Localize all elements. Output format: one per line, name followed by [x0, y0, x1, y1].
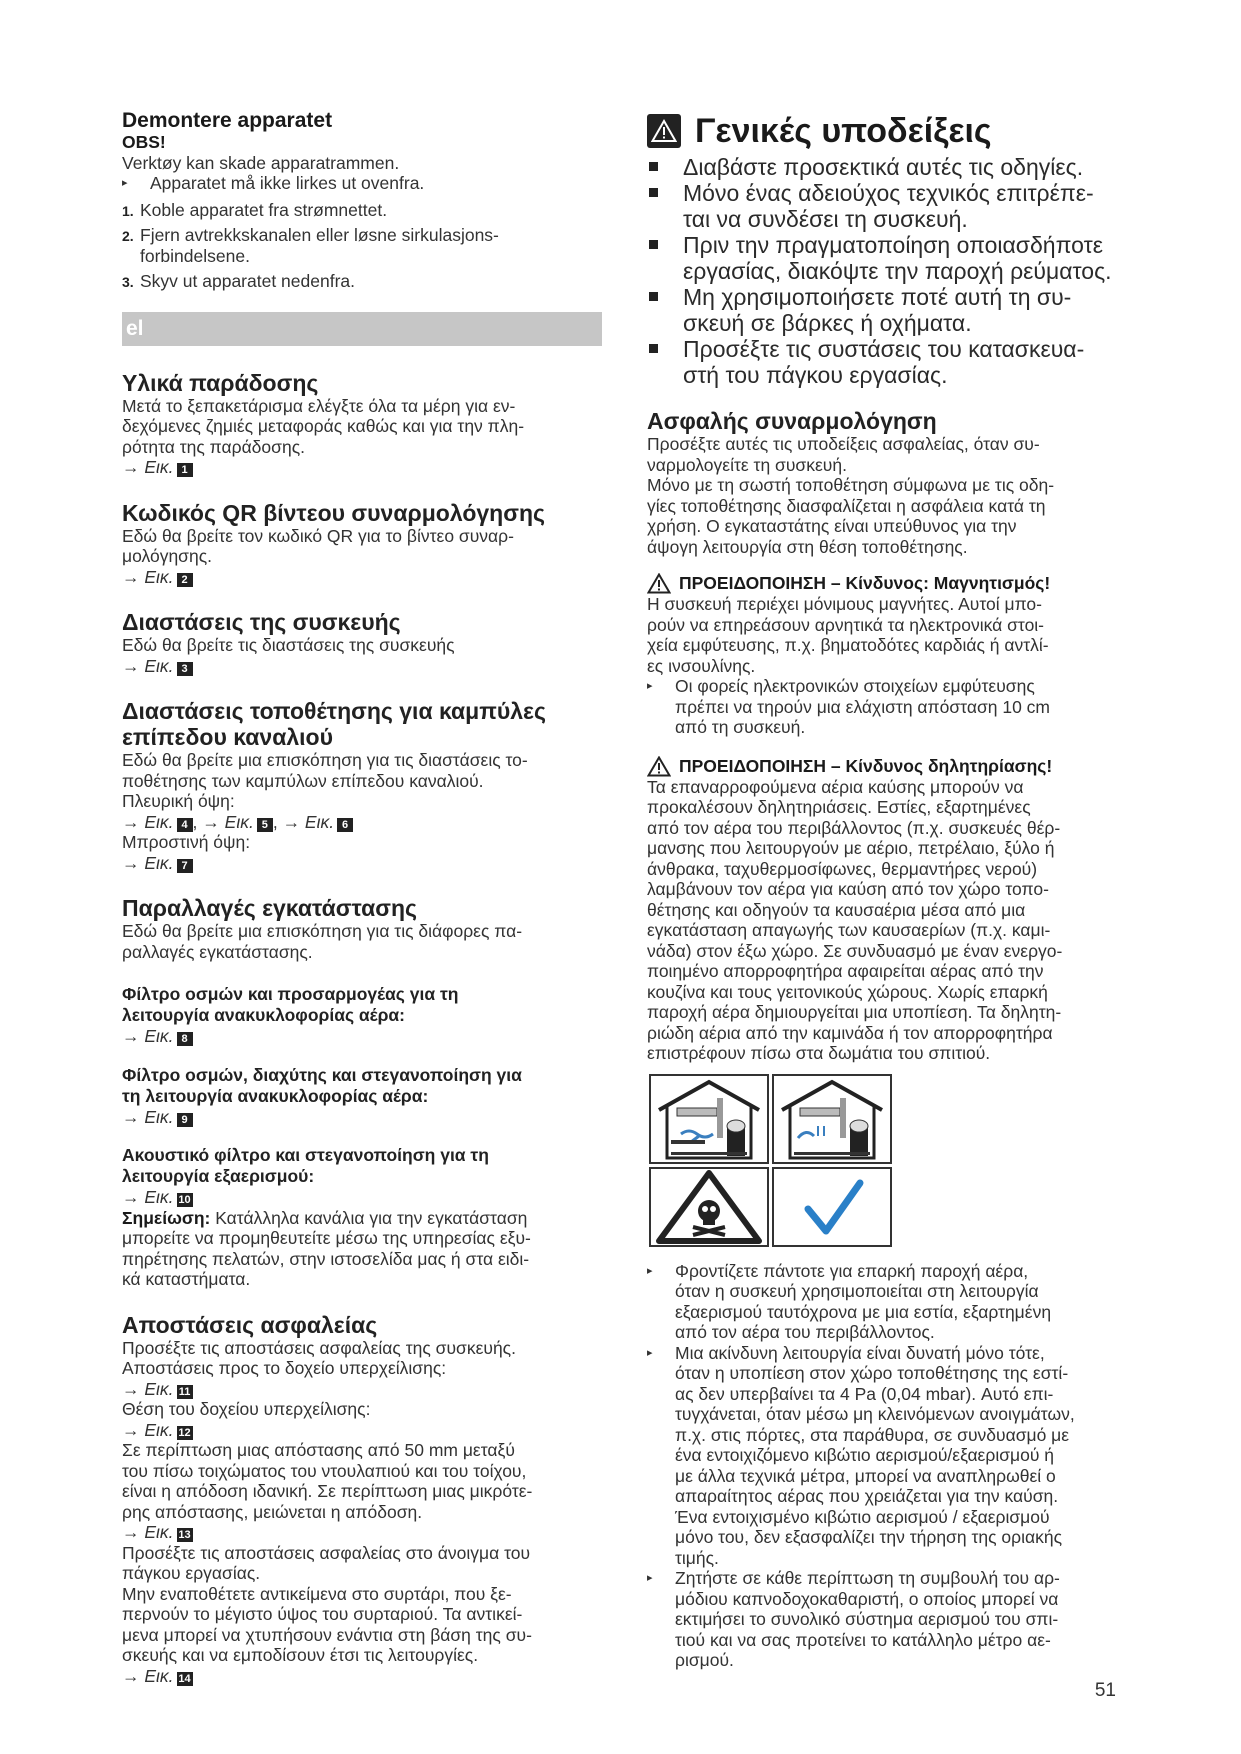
- checkmark-icon: [772, 1167, 892, 1247]
- poison-hazard-icon: [649, 1167, 769, 1247]
- section-title: Κωδικός QR βίντεου συναρμολόγησης: [122, 499, 545, 526]
- bullet-arrow-icon: ▸: [647, 1346, 653, 1359]
- figure-ref: → Εικ. 11: [122, 1379, 602, 1400]
- figure-ref: → Εικ. 12: [122, 1419, 191, 1440]
- section-text: Προσέξτε τις αποστάσεις ασφαλείας στο άνοιγμα του πάγκου εργασίας. Μην εναποθέτετε αντικείμενα στο συρτάρι, που ξε- περνούν το μέγιστο ύψος του συρταριού. Τα αντικεί- μενα μπορεί να χτυπήσουν ενάντια στη βάση της συ- σκευής και να εμποδίσουν έτσι τις λειτουργίες.: [122, 1542, 532, 1665]
- warning-text: Η συσκευή περιέχει μόνιμους μαγνήτες. Αυτοί μπο- ρούν να επηρεάσουν αρνητικά τα ηλεκτρονικά στοι- χεία εμφύτευσης, π.χ. βηματοδότες καρδιάς ή αντλί- ες ινσουλίνης.: [647, 594, 1049, 676]
- section-title: Αποστάσεις ασφαλείας: [122, 1311, 378, 1338]
- bullet-arrow-icon: ▸: [647, 1264, 653, 1277]
- language-code: el: [126, 316, 144, 340]
- figure-ref: → Εικ. 4 , → Εικ. 5 , → Εικ. 6: [122, 812, 602, 833]
- general-note-item: Μη χρησιμοποιήσετε ποτέ αυτή τη συ- σκευή σε βάρκες ή οχήματα.: [647, 284, 1127, 336]
- subsection-title: Ακουστικό φίλτρο και στεγανοποίηση για τη λειτουργία εξαερισμού:: [122, 1145, 489, 1186]
- left-column: [122, 110, 602, 1686]
- warning-triangle-icon: [647, 573, 671, 594]
- section-text: Εδώ θα βρείτε τις διαστάσεις της συσκευής: [122, 635, 455, 655]
- section-text: Σε περίπτωση μιας απόστασης από 50 mm μεταξύ του πίσω τοιχώματος του ντουλαπιού και του τοίχου, είναι η απόδοση ιδανική. Σε περίπτωση μιας μικρότε- ρης απόστασης, μειώνεται η απόδοση.: [122, 1440, 533, 1522]
- warning-triangle-icon: [647, 756, 671, 777]
- no-bullet: ▸ Apparatet må ikke lirkes ut ovenfra.: [122, 173, 425, 193]
- section-text: Εδώ θα βρείτε μια επισκόπηση για τις διάφορες πα- ραλλαγές εγκατάστασης.: [122, 921, 523, 962]
- subsection-title: Φίλτρο οσμών και προσαρμογέας για τη λειτουργία ανακυκλοφορίας αέρα:: [122, 984, 459, 1025]
- bullet-arrow-icon: ▸: [647, 680, 653, 692]
- section-text: Εδώ θα βρείτε τον κωδικό QR για το βίντεο συναρ- μολόγησης.: [122, 525, 514, 566]
- figure-ref: → Εικ. 13: [122, 1522, 191, 1542]
- figure-ref: → Εικ. 3: [122, 656, 602, 677]
- warning-text: Τα επαναρροφούμενα αέρια καύσης μπορούν να προκαλέσουν δηλητηριάσεις. Εστίες, εξαρτημένες από τον αέρα του περιβάλλοντος (π.χ. συσκευές θέρ- μανσης που λειτουργούν με αέριο, πετρέλαιο, ξύλο ή άνθρακα, ταχυθερμοσίφωνες, θερμαντήρες νερού) λαμβάνουν τον αέρα για καύση από τον χώρο τοπο- θέτησης και οδηγούν τα καυσαέρια μέσα από μια εγκατάσταση απαγωγής των καυσαερίων (π.χ. καμι- νάδα) στον έξω χώρο. Σε συνδυασμό με έναν ενεργο- ποιημένο απορροφητήρα αφαιρείται αέρας από την κουζίνα και τους γειτονικούς χώρους. Χωρίς επαρκή παροχή αέρα δημιουργείται μια υποπίεση. Τα δηλητη- ριώδη αέρια από την καμινάδα ή τον απορροφητήρα επιστρέφουν πίσω στα δωμάτια του σπιτιού.: [647, 776, 1063, 1063]
- section-text: Προσέξτε τις αποστάσεις ασφαλείας της συσκευής. Αποστάσεις προς το δοχείο υπερχείλισης:: [122, 1337, 516, 1378]
- right-column: [647, 112, 1127, 1671]
- house-exhaust-icon: [649, 1074, 769, 1164]
- warning-bullet: ▸ Φροντίζετε πάντοτε για επαρκή παροχή αέρα, όταν η συσκευή χρησιμοποιείται στη λειτουργία εξαερισμού ταυτόχρονα με μια εστία, εξαρτημένη από τον αέρα του περιβάλλοντος.: [647, 1260, 1052, 1342]
- section-title: Διαστάσεις τοποθέτησης για καμπύλες επίπεδου καναλιού: [122, 698, 546, 750]
- figure-ref: → Εικ. 1: [122, 457, 602, 478]
- bullet-arrow-icon: ▸: [122, 177, 128, 189]
- general-note-item: Πριν την πραγματοποίηση οποιασδήποτε εργασίας, διακόψτε την παροχή ρεύματος.: [647, 232, 1127, 284]
- section-text: Εδώ θα βρείτε μια επισκόπηση για τις διαστάσεις το- ποθέτησης των καμπύλων επίπεδου καναλιού. Πλευρική όψη:: [122, 750, 528, 811]
- figure-ref: → Εικ. 10: [122, 1187, 191, 1207]
- general-notes-title: Γενικές υποδείξεις: [647, 112, 1127, 150]
- general-note-item: Μόνο ένας αδειούχος τεχνικός επιτρέπε- ται να συνδέσει τη συσκευή.: [647, 180, 1127, 232]
- section-text: Θέση του δοχείου υπερχείλισης:: [122, 1399, 371, 1419]
- section-title: Υλικά παράδοσης: [122, 369, 319, 396]
- section-title: Διαστάσεις της συσκευής: [122, 609, 401, 635]
- front-view-label: Μπροστινή όψη:: [122, 832, 251, 852]
- figure-ref: → Εικ. 8: [122, 1026, 602, 1047]
- figure-ref: → Εικ. 14: [122, 1665, 191, 1686]
- house-recirculation-icon: [772, 1074, 892, 1164]
- general-note-item: Διαβάστε προσεκτικά αυτές τις οδηγίες.: [647, 154, 1127, 180]
- language-bar: [122, 312, 602, 346]
- figure-ref: → Εικ. 9: [122, 1107, 602, 1128]
- page-number: 51: [1094, 1680, 1116, 1701]
- warning-triangle-icon: [647, 114, 681, 148]
- no-step: 2. Fjern avtrekkskanalen eller løsne sirkulasjons- forbindelsene.: [122, 225, 499, 266]
- note-text: Σημείωση: Κατάλληλα κανάλια για την εγκατάσταση μπορείτε να προμηθευτείτε μέσω της υπηρεσίας εξυ- πηρέτησης πελατών, στην ιστοσελίδα μας ή στα ειδι- κά καταστήματα.: [122, 1207, 531, 1289]
- obs-text: Verktøy kan skade apparatrammen.: [122, 152, 400, 173]
- figure-ref: → Εικ. 2: [122, 567, 602, 588]
- section-text: Μετά το ξεπακετάρισμα ελέγξτε όλα τα μέρη για εν- δεχόμενες ζημιές μεταφοράς καθώς και για την πλη- ρότητα της παράδοσης.: [122, 395, 525, 457]
- general-note-item: Προσέξτε τις συστάσεις του κατασκευα- στή του πάγκου εργασίας.: [647, 336, 1127, 388]
- obs-label: OBS!: [122, 132, 166, 152]
- ventilation-pictograms: [649, 1074, 892, 1247]
- no-step: 3. Skyv ut apparatet nedenfra.: [122, 271, 355, 291]
- section-title: Παραλλαγές εγκατάστασης: [122, 895, 417, 921]
- no-step: 1. Koble apparatet fra strømnettet.: [122, 199, 388, 220]
- figure-ref: → Εικ. 7: [122, 853, 602, 874]
- subsection-title: Φίλτρο οσμών, διαχύτης και στεγανοποίηση για τη λειτουργία ανακυκλοφορίας αέρα:: [122, 1064, 522, 1106]
- warning-magnetism-heading: ΠΡΟΕΙΔΟΠΟΙΗΣΗ – Κίνδυνος: Μαγνητισμός!: [647, 573, 1127, 594]
- section-title: Ασφαλής συναρμολόγηση: [647, 408, 937, 434]
- warning-bullet: ▸ Ζητήστε σε κάθε περίπτωση τη συμβουλή του αρ- μόδιου καπνοδοχοκαθαριστή, ο οποίος μπορεί να εκτιμήσει το συνολικό σύστημα αερισμού του σπι- τιού και να σας προτείνει το κατάλληλο μέτρο αε- ρισμού.: [647, 1568, 1060, 1670]
- no-section-title: Demontere apparatet: [122, 109, 333, 132]
- warning-bullet: ▸ Μια ακίνδυνη λειτουργία είναι δυνατή μόνο τότε, όταν η υποπίεση στον χώρο τοποθέτησης της εστί- ας δεν υπερβαίνει τα 4 Pa (0,04 mbar). Αυτό επι- τυγχάνεται, όταν μέσω μη κλεινόμενων ανοιγμάτων, π.χ. στις πόρτες, στα παράθυρα, σε συνδυασμό με ένα εντοιχιζόμενο κιβώτιο αερισμού/εξαερισμού ή με άλλα τεχνικά μέτρα, μπορεί να αναπληρωθεί ο απαραίτητος αέρας που χρειάζεται για την καύση. Ένα εντοιχισμένο κιβώτιο αερισμού / εξαερισμού μόνο του, δεν εξασφαλίζει την τήρηση της οριακής τιμής.: [647, 1342, 1075, 1568]
- warning-bullet: ▸ Οι φορείς ηλεκτρονικών στοιχείων εμφύτευσης πρέπει να τηρούν μια ελάχιστη απόσταση 10 cm από τη συσκευή.: [647, 676, 1050, 737]
- section-text: Προσέξτε αυτές τις υποδείξεις ασφαλείας, όταν συ- ναρμολογείτε τη συσκευή. Μόνο με τη σωστή τοποθέτηση σύμφωνα με τις οδη- γίες τοποθέτησης διασφαλίζεται η ασφάλεια κατά τη χρήση. Ο εγκαταστάτης είναι υπεύθυνος για την άψογη λειτουργία στη θέση τοποθέτησης.: [647, 434, 1055, 557]
- warning-poisoning-heading: ΠΡΟΕΙΔΟΠΟΙΗΣΗ – Κίνδυνος δηλητηρίασης!: [647, 756, 1127, 777]
- bullet-arrow-icon: ▸: [647, 1572, 653, 1584]
